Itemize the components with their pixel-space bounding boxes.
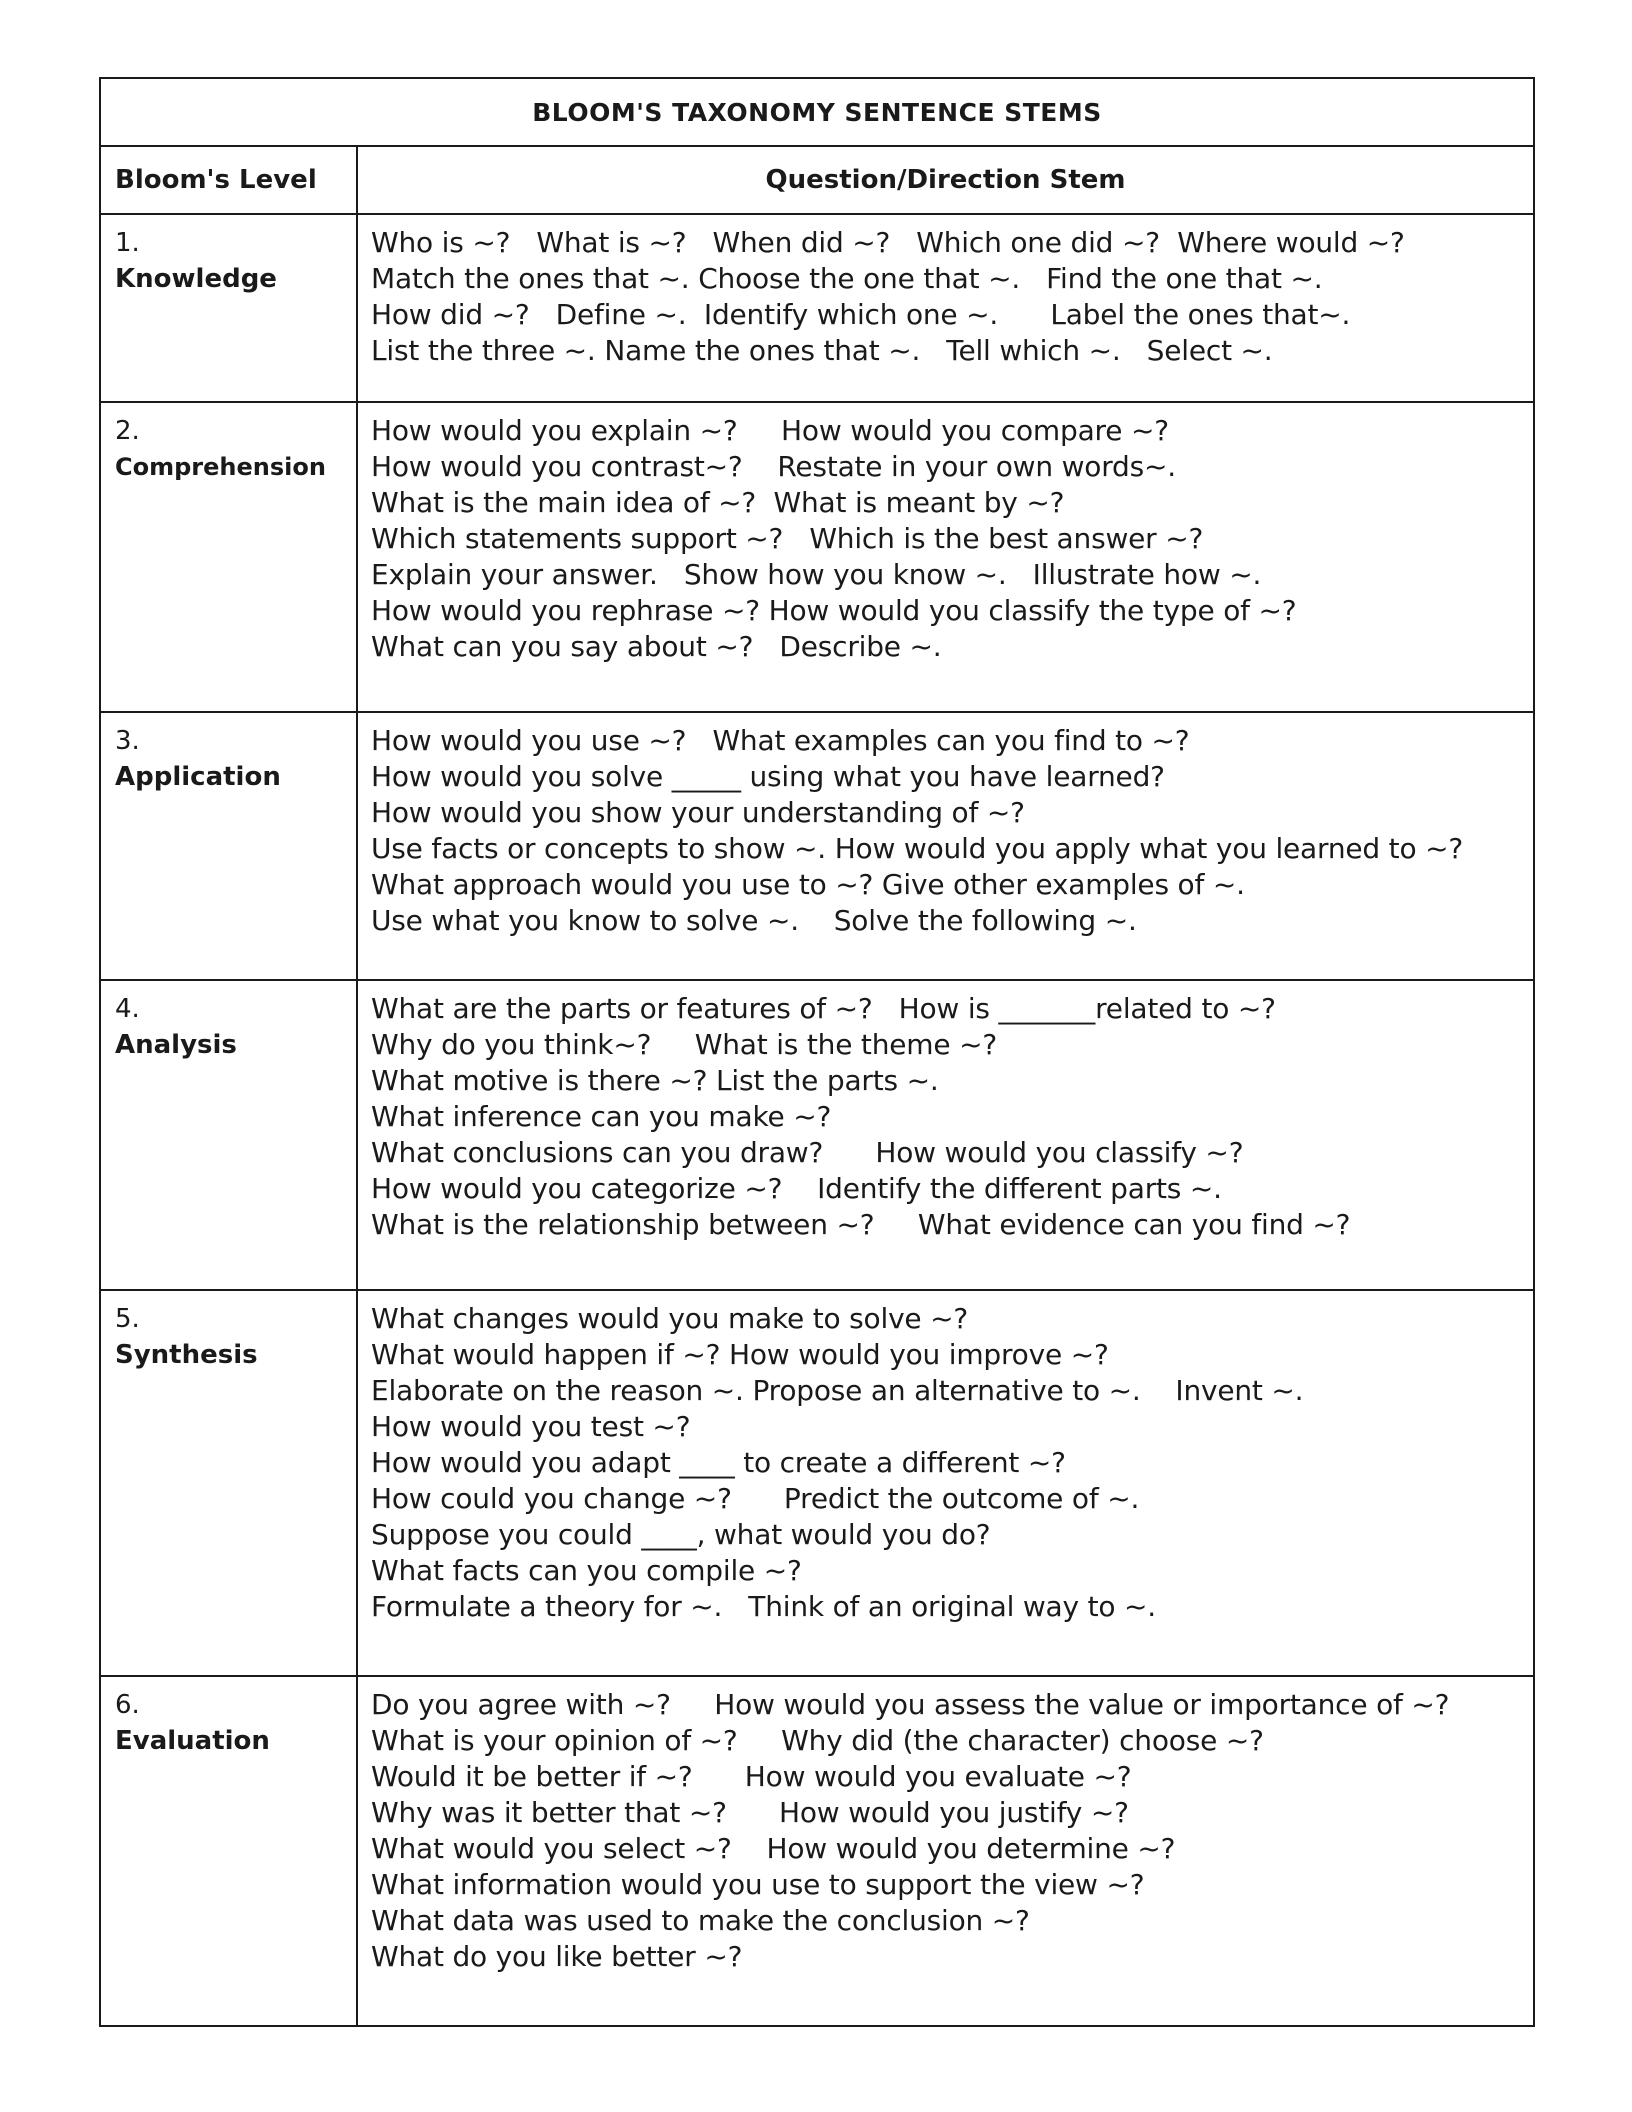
level-number: 4. bbox=[115, 994, 140, 1024]
stem-line: What changes would you make to solve ~? bbox=[371, 1302, 969, 1335]
level-name: Evaluation bbox=[115, 1726, 270, 1756]
stem-line: What is the main idea of ~? What is meant by ~? bbox=[371, 486, 1065, 519]
level-number: 1. bbox=[115, 228, 140, 258]
stem-line: How would you rephrase ~? How would you classify the type of ~? bbox=[371, 594, 1297, 627]
stem-line: Which statements support ~? Which is the best answer ~? bbox=[371, 522, 1204, 555]
stem-line: What inference can you make ~? bbox=[371, 1100, 832, 1133]
level-name: Application bbox=[115, 762, 281, 792]
table-row-knowledge bbox=[100, 214, 1534, 402]
stem-line: What is the relationship between ~? What evidence can you find ~? bbox=[371, 1208, 1351, 1241]
level-cell bbox=[100, 712, 357, 980]
stem-cell bbox=[357, 712, 1534, 980]
stem-line: How could you change ~? Predict the outcome of ~. bbox=[371, 1482, 1140, 1515]
table-title: BLOOM'S TAXONOMY SENTENCE STEMS bbox=[100, 78, 1534, 146]
stem-line: Suppose you could ____, what would you do? bbox=[371, 1518, 991, 1551]
stem-cell bbox=[357, 980, 1534, 1290]
level-name: Synthesis bbox=[115, 1340, 258, 1370]
level-name: Knowledge bbox=[115, 264, 277, 294]
level-cell bbox=[100, 980, 357, 1290]
blooms-taxonomy-table bbox=[99, 77, 1535, 2027]
stem-line: Use what you know to solve ~. Solve the following ~. bbox=[371, 904, 1137, 937]
stem-cell bbox=[357, 402, 1534, 712]
stem-line: Elaborate on the reason ~. Propose an alternative to ~. Invent ~. bbox=[371, 1374, 1304, 1407]
level-cell bbox=[100, 1676, 357, 2026]
stem-line: Match the ones that ~. Choose the one that ~. Find the one that ~. bbox=[371, 262, 1323, 295]
level-number: 2. bbox=[115, 416, 140, 446]
stem-line: What can you say about ~? Describe ~. bbox=[371, 630, 942, 663]
header-row bbox=[100, 146, 1534, 214]
stem-line: How would you show your understanding of ~? bbox=[371, 796, 1025, 829]
level-cell bbox=[100, 402, 357, 712]
level-name: Analysis bbox=[115, 1030, 237, 1060]
stem-cell bbox=[357, 1676, 1534, 2026]
stem-line: How would you adapt ____ to create a different ~? bbox=[371, 1446, 1066, 1479]
stem-line: What are the parts or features of ~? How is _______related to ~? bbox=[371, 992, 1276, 1025]
stem-line: Would it be better if ~? How would you evaluate ~? bbox=[371, 1760, 1132, 1793]
stem-line: What is your opinion of ~? Why did (the character) choose ~? bbox=[371, 1724, 1264, 1757]
stem-line: Why do you think~? What is the theme ~? bbox=[371, 1028, 998, 1061]
stem-line: What would you select ~? How would you determine ~? bbox=[371, 1832, 1176, 1865]
stem-line: What motive is there ~? List the parts ~. bbox=[371, 1064, 939, 1097]
stem-cell bbox=[357, 214, 1534, 402]
stem-line: What would happen if ~? How would you improve ~? bbox=[371, 1338, 1109, 1371]
stem-line: How did ~? Define ~. Identify which one ~. Label the ones that~. bbox=[371, 298, 1351, 331]
stem-line: Do you agree with ~? How would you assess the value or importance of ~? bbox=[371, 1688, 1450, 1721]
stem-line: How would you test ~? bbox=[371, 1410, 691, 1443]
stem-line: How would you solve _____ using what you have learned? bbox=[371, 760, 1165, 793]
stem-line: What do you like better ~? bbox=[371, 1940, 743, 1973]
stem-line: How would you use ~? What examples can you find to ~? bbox=[371, 724, 1190, 757]
level-number: 5. bbox=[115, 1304, 140, 1334]
level-name: Comprehension bbox=[115, 453, 326, 481]
header-question-stem: Question/Direction Stem bbox=[357, 146, 1534, 214]
stem-line: Explain your answer. Show how you know ~. Illustrate how ~. bbox=[371, 558, 1262, 591]
stem-line: How would you contrast~? Restate in your own words~. bbox=[371, 450, 1176, 483]
stem-line: Why was it better that ~? How would you justify ~? bbox=[371, 1796, 1129, 1829]
table-row-comprehension bbox=[100, 402, 1534, 712]
stem-line: Formulate a theory for ~. Think of an original way to ~. bbox=[371, 1590, 1156, 1623]
level-number: 3. bbox=[115, 726, 140, 756]
level-number: 6. bbox=[115, 1690, 140, 1720]
table-row-application bbox=[100, 712, 1534, 980]
stem-line: What data was used to make the conclusion ~? bbox=[371, 1904, 1030, 1937]
title-row bbox=[100, 78, 1534, 146]
stem-line: List the three ~. Name the ones that ~. Tell which ~. Select ~. bbox=[371, 334, 1273, 367]
level-cell bbox=[100, 214, 357, 402]
header-blooms-level: Bloom's Level bbox=[100, 146, 357, 214]
stem-line: What information would you use to support the view ~? bbox=[371, 1868, 1145, 1901]
stem-line: What facts can you compile ~? bbox=[371, 1554, 802, 1587]
stem-line: How would you explain ~? How would you compare ~? bbox=[371, 414, 1169, 447]
stem-line: What approach would you use to ~? Give other examples of ~. bbox=[371, 868, 1245, 901]
table-row-analysis bbox=[100, 980, 1534, 1290]
table-row-evaluation bbox=[100, 1676, 1534, 2026]
stem-line: Use facts or concepts to show ~. How would you apply what you learned to ~? bbox=[371, 832, 1464, 865]
stem-line: Who is ~? What is ~? When did ~? Which one did ~? Where would ~? bbox=[371, 226, 1405, 259]
table-row-synthesis bbox=[100, 1290, 1534, 1676]
stem-line: How would you categorize ~? Identify the different parts ~. bbox=[371, 1172, 1222, 1205]
stem-line: What conclusions can you draw? How would you classify ~? bbox=[371, 1136, 1244, 1169]
stem-cell bbox=[357, 1290, 1534, 1676]
level-cell bbox=[100, 1290, 357, 1676]
